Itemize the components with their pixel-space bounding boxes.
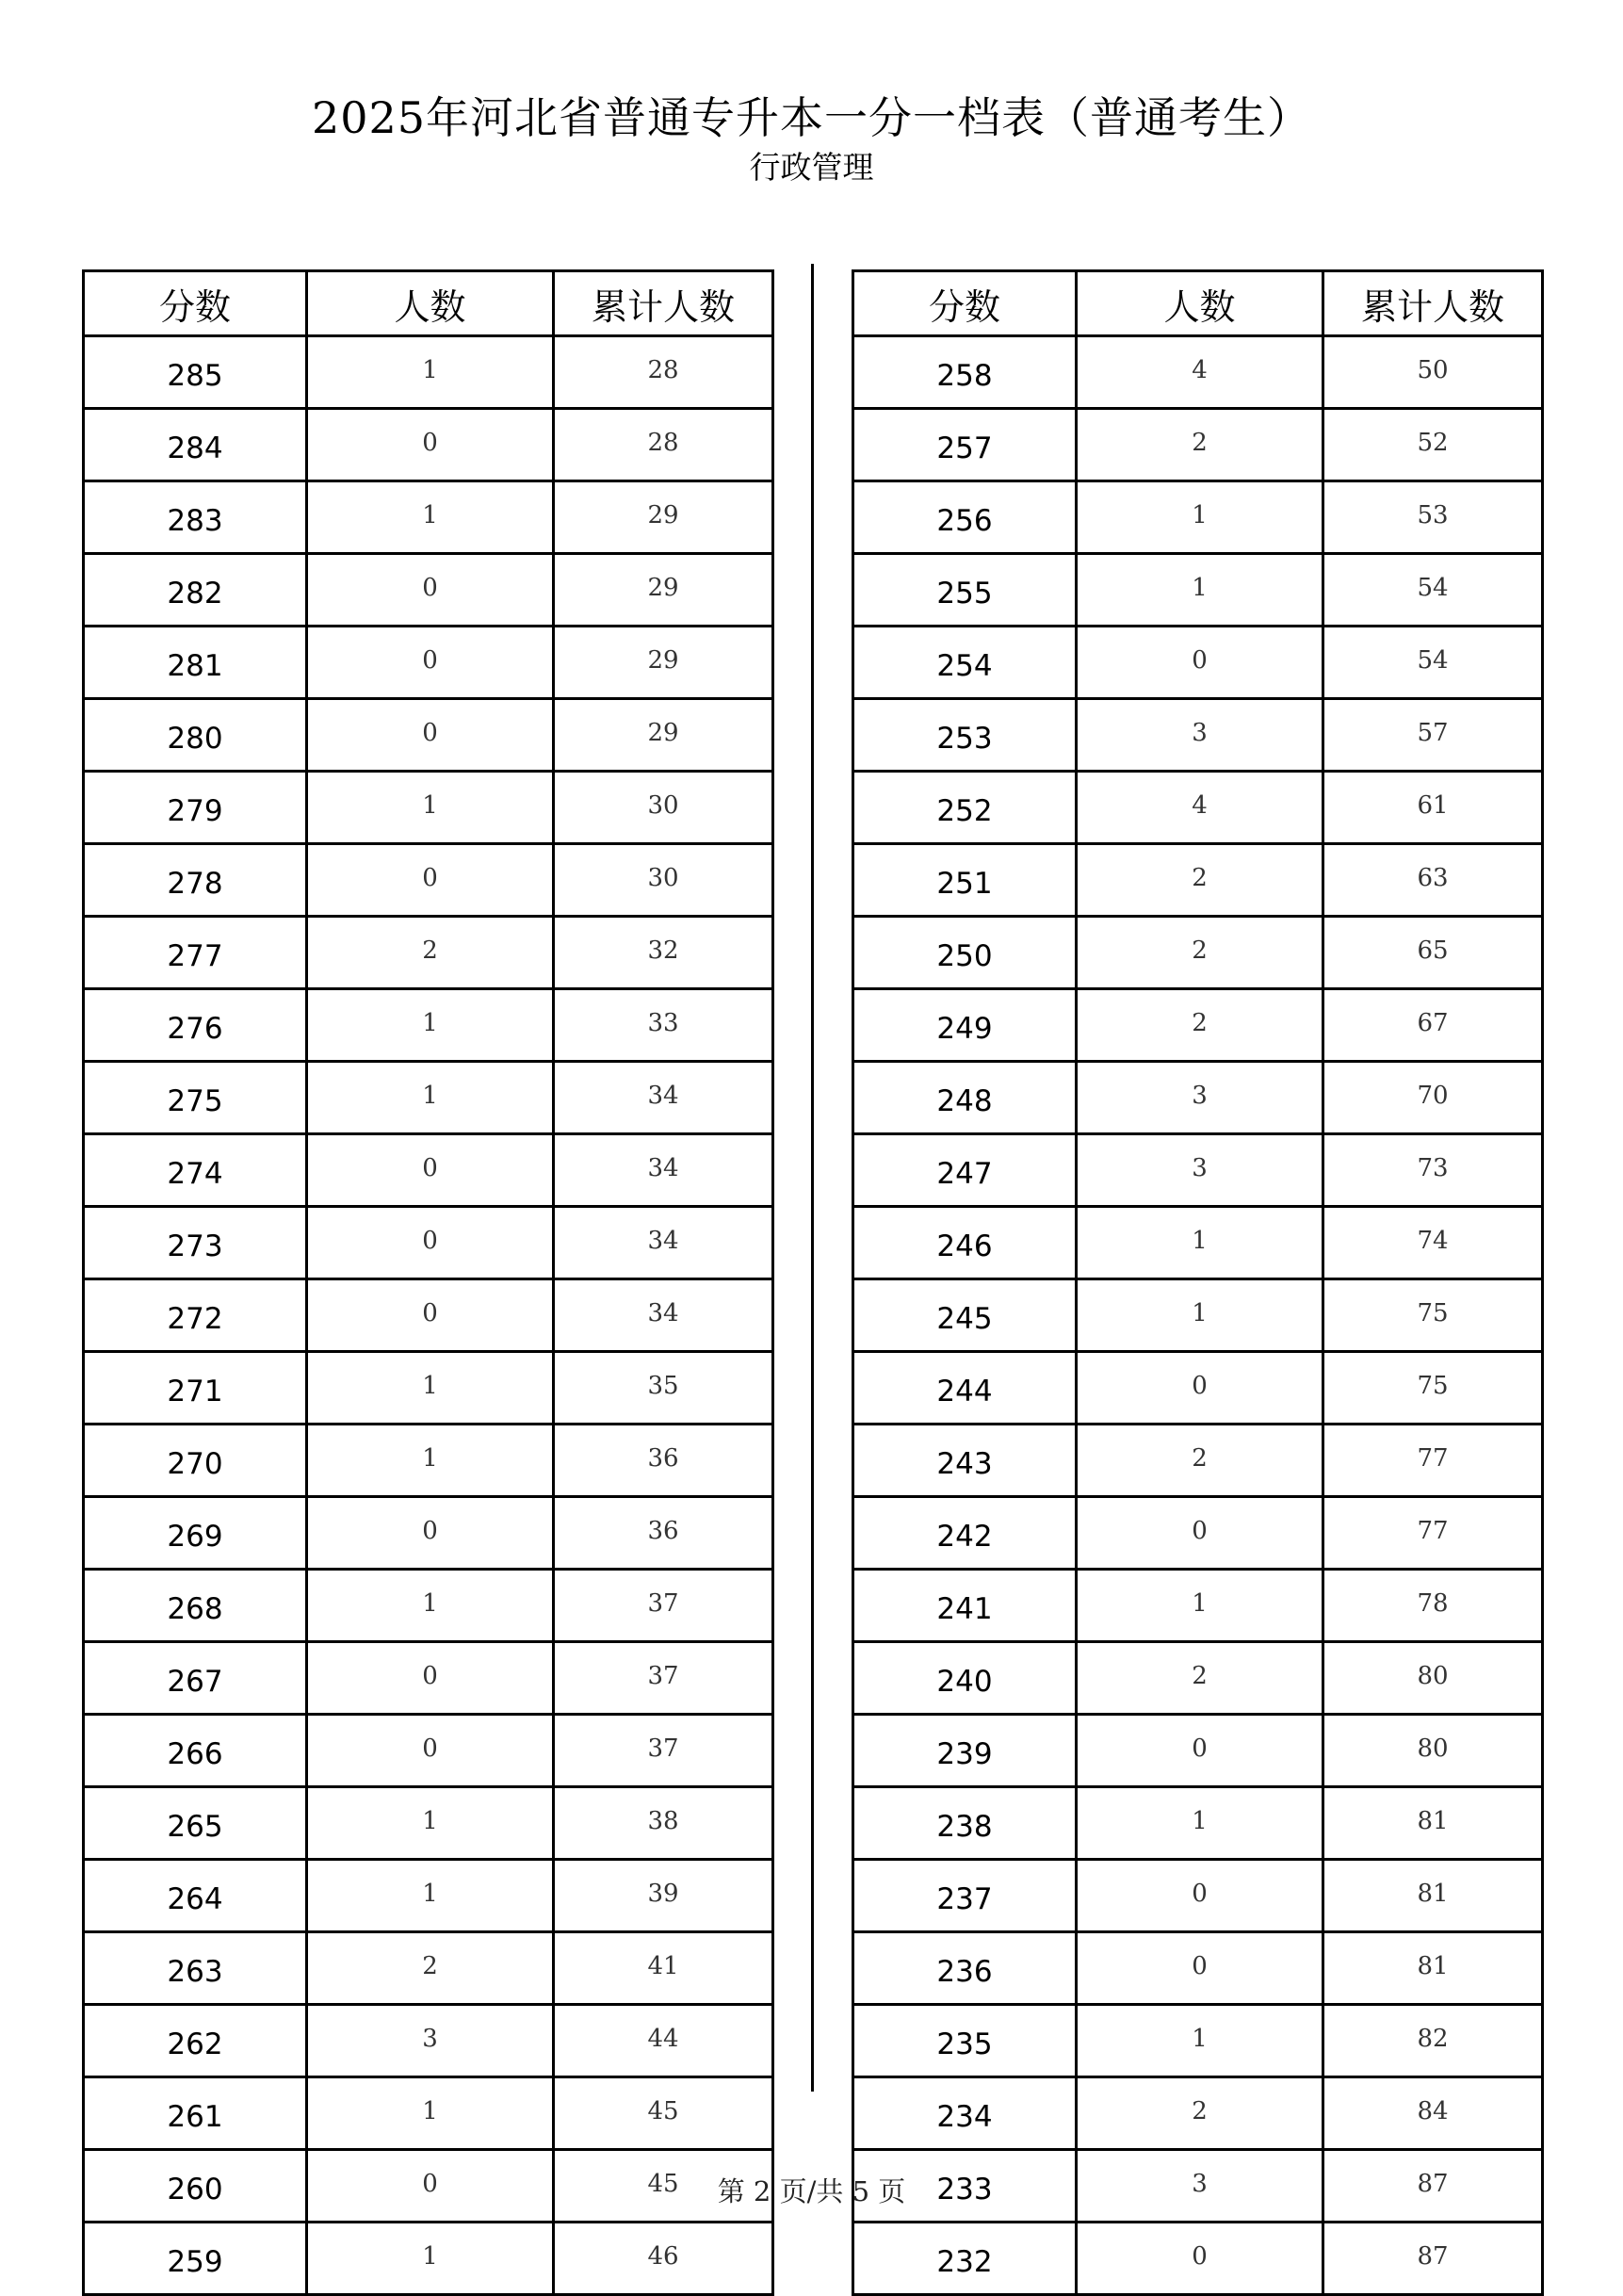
- count-cell: 1: [1077, 1207, 1323, 1279]
- table-row: [853, 989, 1543, 1062]
- score-cell: 273: [84, 1207, 307, 1279]
- score-cell: 282: [84, 554, 307, 627]
- count-cell: 1: [307, 1062, 554, 1134]
- table-row: [853, 1715, 1543, 1787]
- score-cell: 280: [84, 699, 307, 772]
- cumulative-cell: 65: [1323, 917, 1543, 989]
- count-cell: 2: [1077, 917, 1323, 989]
- cumulative-cell: 38: [554, 1787, 773, 1860]
- score-cell: 245: [853, 1279, 1077, 1352]
- count-cell: 4: [1077, 772, 1323, 844]
- count-cell: 2: [1077, 1425, 1323, 1497]
- table-row: [84, 844, 773, 917]
- table-row: [84, 1207, 773, 1279]
- score-cell: 240: [853, 1642, 1077, 1715]
- count-cell: 0: [1077, 2223, 1323, 2295]
- count-cell: 1: [1077, 481, 1323, 554]
- cumulative-cell: 75: [1323, 1352, 1543, 1425]
- table-row: [84, 554, 773, 627]
- cumulative-cell: 82: [1323, 2005, 1543, 2077]
- score-cell: 236: [853, 1932, 1077, 2005]
- score-cell: 258: [853, 336, 1077, 409]
- count-cell: 1: [307, 481, 554, 554]
- table-row: [853, 1134, 1543, 1207]
- table-row: [84, 2005, 773, 2077]
- table-row: [84, 1134, 773, 1207]
- table-row: [853, 1425, 1543, 1497]
- cumulative-cell: 37: [554, 1570, 773, 1642]
- cumulative-cell: 87: [1323, 2223, 1543, 2295]
- cumulative-cell: 77: [1323, 1497, 1543, 1570]
- count-cell: 0: [307, 1207, 554, 1279]
- table-row: [853, 1932, 1543, 2005]
- column-header-cumulative: 累计人数: [1323, 271, 1543, 336]
- count-cell: 0: [307, 699, 554, 772]
- table-row: [853, 2223, 1543, 2295]
- table-row: [853, 772, 1543, 844]
- cumulative-cell: 81: [1323, 1787, 1543, 1860]
- page-subtitle: 行政管理: [749, 149, 874, 186]
- count-cell: 0: [1077, 1497, 1323, 1570]
- score-cell: 277: [84, 917, 307, 989]
- table-row: [84, 1860, 773, 1932]
- score-cell: 241: [853, 1570, 1077, 1642]
- score-cell: 260: [84, 2150, 307, 2223]
- column-header-count: 人数: [1077, 271, 1323, 336]
- count-cell: 0: [307, 1715, 554, 1787]
- score-cell: 284: [84, 409, 307, 481]
- cumulative-cell: 45: [554, 2077, 773, 2150]
- count-cell: 1: [1077, 554, 1323, 627]
- cumulative-cell: 44: [554, 2005, 773, 2077]
- table-row: [84, 336, 773, 409]
- table-row: [84, 1062, 773, 1134]
- table-row: [84, 481, 773, 554]
- cumulative-cell: 46: [554, 2223, 773, 2295]
- table-row: [84, 1352, 773, 1425]
- count-cell: 1: [307, 1352, 554, 1425]
- score-cell: 264: [84, 1860, 307, 1932]
- table-row: [853, 917, 1543, 989]
- count-cell: 1: [307, 336, 554, 409]
- cumulative-cell: 63: [1323, 844, 1543, 917]
- column-header-cumulative: 累计人数: [554, 271, 773, 336]
- count-cell: 3: [1077, 2150, 1323, 2223]
- score-cell: 238: [853, 1787, 1077, 1860]
- table-row: [853, 1497, 1543, 1570]
- cumulative-cell: 32: [554, 917, 773, 989]
- cumulative-cell: 61: [1323, 772, 1543, 844]
- cumulative-cell: 87: [1323, 2150, 1543, 2223]
- cumulative-cell: 29: [554, 699, 773, 772]
- score-cell: 257: [853, 409, 1077, 481]
- table-row: [84, 2223, 773, 2295]
- table-row: [84, 1642, 773, 1715]
- table-row: [84, 2077, 773, 2150]
- table-row: [853, 2005, 1543, 2077]
- count-cell: 0: [307, 1642, 554, 1715]
- table-row: [84, 1715, 773, 1787]
- column-divider: [811, 264, 814, 2092]
- score-cell: 263: [84, 1932, 307, 2005]
- cumulative-cell: 34: [554, 1279, 773, 1352]
- cumulative-cell: 34: [554, 1207, 773, 1279]
- count-cell: 2: [1077, 844, 1323, 917]
- cumulative-cell: 54: [1323, 554, 1543, 627]
- score-cell: 271: [84, 1352, 307, 1425]
- score-cell: 266: [84, 1715, 307, 1787]
- table-row: [853, 1352, 1543, 1425]
- score-cell: 251: [853, 844, 1077, 917]
- score-cell: 247: [853, 1134, 1077, 1207]
- score-cell: 244: [853, 1352, 1077, 1425]
- count-cell: 0: [307, 2150, 554, 2223]
- cumulative-cell: 80: [1323, 1642, 1543, 1715]
- count-cell: 0: [307, 1134, 554, 1207]
- count-cell: 1: [307, 989, 554, 1062]
- score-cell: 250: [853, 917, 1077, 989]
- count-cell: 3: [1077, 1062, 1323, 1134]
- cumulative-cell: 39: [554, 1860, 773, 1932]
- table-row: [853, 481, 1543, 554]
- count-cell: 0: [307, 409, 554, 481]
- cumulative-cell: 34: [554, 1134, 773, 1207]
- table-row: [853, 1787, 1543, 1860]
- score-cell: 275: [84, 1062, 307, 1134]
- table-row: [853, 554, 1543, 627]
- table-header-row: [853, 271, 1543, 336]
- count-cell: 3: [1077, 699, 1323, 772]
- cumulative-cell: 77: [1323, 1425, 1543, 1497]
- count-cell: 0: [1077, 1932, 1323, 2005]
- cumulative-cell: 57: [1323, 699, 1543, 772]
- column-header-score: 分数: [853, 271, 1077, 336]
- count-cell: 0: [307, 554, 554, 627]
- score-cell: 283: [84, 481, 307, 554]
- count-cell: 1: [307, 772, 554, 844]
- count-cell: 0: [307, 1497, 554, 1570]
- score-cell: 270: [84, 1425, 307, 1497]
- cumulative-cell: 29: [554, 481, 773, 554]
- cumulative-cell: 34: [554, 1062, 773, 1134]
- count-cell: 0: [1077, 1715, 1323, 1787]
- score-cell: 252: [853, 772, 1077, 844]
- cumulative-cell: 28: [554, 409, 773, 481]
- score-cell: 243: [853, 1425, 1077, 1497]
- score-cell: 254: [853, 627, 1077, 699]
- cumulative-cell: 37: [554, 1642, 773, 1715]
- score-cell: 234: [853, 2077, 1077, 2150]
- count-cell: 1: [307, 2223, 554, 2295]
- table-row: [84, 699, 773, 772]
- table-row: [853, 1279, 1543, 1352]
- cumulative-cell: 28: [554, 336, 773, 409]
- count-cell: 0: [1077, 1860, 1323, 1932]
- cumulative-cell: 30: [554, 772, 773, 844]
- table-row: [84, 1497, 773, 1570]
- table-row: [84, 1570, 773, 1642]
- table-row: [84, 409, 773, 481]
- cumulative-cell: 70: [1323, 1062, 1543, 1134]
- count-cell: 2: [1077, 2077, 1323, 2150]
- table-row: [853, 1860, 1543, 1932]
- cumulative-cell: 33: [554, 989, 773, 1062]
- count-cell: 1: [307, 1860, 554, 1932]
- score-cell: 272: [84, 1279, 307, 1352]
- cumulative-cell: 35: [554, 1352, 773, 1425]
- table-row: [853, 1207, 1543, 1279]
- table-row: [853, 2077, 1543, 2150]
- count-cell: 1: [307, 2077, 554, 2150]
- column-header-count: 人数: [307, 271, 554, 336]
- cumulative-cell: 45: [554, 2150, 773, 2223]
- score-cell: 268: [84, 1570, 307, 1642]
- count-cell: 1: [1077, 2005, 1323, 2077]
- cumulative-cell: 80: [1323, 1715, 1543, 1787]
- score-cell: 267: [84, 1642, 307, 1715]
- count-cell: 4: [1077, 336, 1323, 409]
- score-cell: 235: [853, 2005, 1077, 2077]
- table-row: [853, 336, 1543, 409]
- score-cell: 259: [84, 2223, 307, 2295]
- table-row: [853, 627, 1543, 699]
- cumulative-cell: 52: [1323, 409, 1543, 481]
- table-row: [853, 699, 1543, 772]
- score-cell: 239: [853, 1715, 1077, 1787]
- cumulative-cell: 74: [1323, 1207, 1543, 1279]
- page-title: 2025年河北省普通专升本一分一档表（普通考生）: [311, 92, 1312, 143]
- count-cell: 0: [307, 1279, 554, 1352]
- score-cell: 237: [853, 1860, 1077, 1932]
- cumulative-cell: 67: [1323, 989, 1543, 1062]
- cumulative-cell: 81: [1323, 1932, 1543, 2005]
- score-cell: 274: [84, 1134, 307, 1207]
- count-cell: 0: [1077, 627, 1323, 699]
- score-cell: 242: [853, 1497, 1077, 1570]
- count-cell: 1: [307, 1425, 554, 1497]
- table-row: [84, 772, 773, 844]
- count-cell: 3: [307, 2005, 554, 2077]
- score-cell: 281: [84, 627, 307, 699]
- table-row: [853, 409, 1543, 481]
- table-row: [84, 1425, 773, 1497]
- count-cell: 2: [1077, 1642, 1323, 1715]
- cumulative-cell: 84: [1323, 2077, 1543, 2150]
- score-cell: 276: [84, 989, 307, 1062]
- count-cell: 0: [1077, 1352, 1323, 1425]
- score-cell: 285: [84, 336, 307, 409]
- count-cell: 0: [307, 627, 554, 699]
- count-cell: 0: [307, 844, 554, 917]
- score-table-right: [852, 269, 1544, 2296]
- score-cell: 255: [853, 554, 1077, 627]
- count-cell: 1: [1077, 1570, 1323, 1642]
- count-cell: 1: [1077, 1279, 1323, 1352]
- score-cell: 232: [853, 2223, 1077, 2295]
- score-table-left: [82, 269, 774, 2296]
- cumulative-cell: 73: [1323, 1134, 1543, 1207]
- table-row: [853, 1642, 1543, 1715]
- score-cell: 265: [84, 1787, 307, 1860]
- score-cell: 262: [84, 2005, 307, 2077]
- table-row: [84, 989, 773, 1062]
- table-body-right: [853, 336, 1543, 2295]
- count-cell: 2: [1077, 989, 1323, 1062]
- table-header-row: [84, 271, 773, 336]
- count-cell: 1: [307, 1570, 554, 1642]
- table-row: [84, 917, 773, 989]
- score-cell: 253: [853, 699, 1077, 772]
- count-cell: 3: [1077, 1134, 1323, 1207]
- table-row: [853, 844, 1543, 917]
- count-cell: 2: [307, 917, 554, 989]
- score-cell: 233: [853, 2150, 1077, 2223]
- count-cell: 1: [1077, 1787, 1323, 1860]
- table-row: [84, 1787, 773, 1860]
- cumulative-cell: 54: [1323, 627, 1543, 699]
- cumulative-cell: 36: [554, 1425, 773, 1497]
- cumulative-cell: 50: [1323, 336, 1543, 409]
- score-cell: 269: [84, 1497, 307, 1570]
- score-cell: 248: [853, 1062, 1077, 1134]
- table-row: [853, 1570, 1543, 1642]
- table-row: [84, 1279, 773, 1352]
- table-row: [853, 1062, 1543, 1134]
- score-cell: 246: [853, 1207, 1077, 1279]
- cumulative-cell: 29: [554, 554, 773, 627]
- count-cell: 2: [1077, 409, 1323, 481]
- table-row: [84, 1932, 773, 2005]
- cumulative-cell: 30: [554, 844, 773, 917]
- table-row: [84, 627, 773, 699]
- score-cell: 261: [84, 2077, 307, 2150]
- score-cell: 249: [853, 989, 1077, 1062]
- column-header-score: 分数: [84, 271, 307, 336]
- page-number: 第 2 页/共 5 页: [717, 2175, 906, 2207]
- cumulative-cell: 75: [1323, 1279, 1543, 1352]
- count-cell: 2: [307, 1932, 554, 2005]
- cumulative-cell: 36: [554, 1497, 773, 1570]
- cumulative-cell: 78: [1323, 1570, 1543, 1642]
- cumulative-cell: 81: [1323, 1860, 1543, 1932]
- cumulative-cell: 53: [1323, 481, 1543, 554]
- table-body-left: [84, 336, 773, 2295]
- cumulative-cell: 41: [554, 1932, 773, 2005]
- score-cell: 256: [853, 481, 1077, 554]
- cumulative-cell: 29: [554, 627, 773, 699]
- cumulative-cell: 37: [554, 1715, 773, 1787]
- score-cell: 279: [84, 772, 307, 844]
- count-cell: 1: [307, 1787, 554, 1860]
- score-cell: 278: [84, 844, 307, 917]
